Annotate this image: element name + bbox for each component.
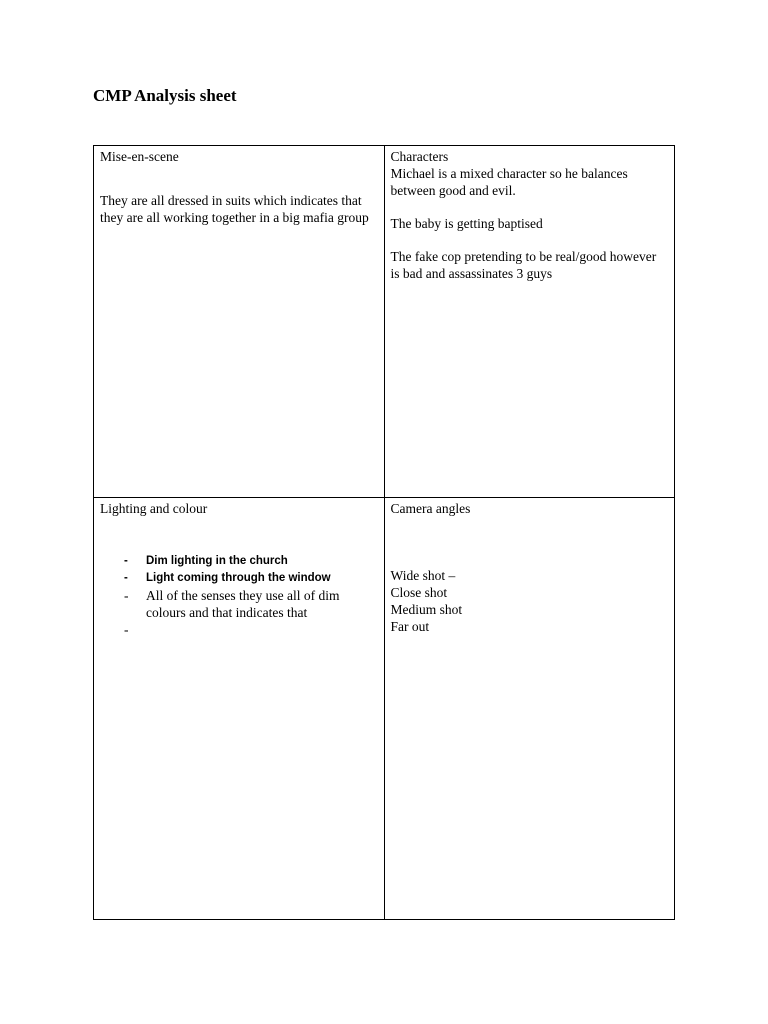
characters-paragraph: Michael is a mixed character so he balances between good and evil.: [390, 166, 628, 198]
bullet-dash: -: [124, 555, 128, 567]
mise-en-scene-cell: [94, 146, 385, 498]
bullet-text: Dim lighting in the church: [146, 555, 288, 567]
list-item: [124, 587, 378, 621]
camera-shot-line: Far out: [390, 619, 430, 634]
characters-paragraph: The fake cop pretending to be real/good however is bad and assassinates 3 guys: [390, 249, 657, 281]
page-title: CMP Analysis sheet: [93, 86, 237, 105]
camera-angles-cell: [384, 498, 675, 920]
analysis-table: [93, 145, 675, 920]
bullet-dash: -: [124, 588, 129, 603]
lighting-cell: [94, 498, 385, 920]
list-item: [124, 621, 378, 638]
bullet-text: All of the senses they use all of dim colours and that indicates that: [146, 588, 340, 620]
camera-shot-line: Close shot: [390, 585, 448, 600]
bullet-text: Light coming through the window: [146, 572, 331, 584]
mise-en-scene-heading: Mise-en-scene: [100, 149, 179, 164]
camera-shot-line: Medium shot: [390, 602, 463, 617]
camera-shot-line: Wide shot –: [390, 568, 456, 583]
table-row: [94, 146, 675, 498]
characters-paragraph: The baby is getting baptised: [390, 216, 543, 231]
characters-cell: [384, 146, 675, 498]
camera-angles-heading: Camera angles: [390, 501, 471, 516]
lighting-heading: Lighting and colour: [100, 501, 208, 516]
list-item: [124, 570, 378, 587]
characters-heading: Characters: [390, 149, 449, 164]
mise-en-scene-text: They are all dressed in suits which indicates that they are all working together in a big mafia group: [100, 193, 369, 225]
list-item: [124, 553, 378, 570]
bullet-dash: -: [124, 622, 129, 637]
bullet-dash: -: [124, 572, 128, 584]
lighting-bullet-list: [100, 553, 378, 638]
table-row: [94, 498, 675, 920]
